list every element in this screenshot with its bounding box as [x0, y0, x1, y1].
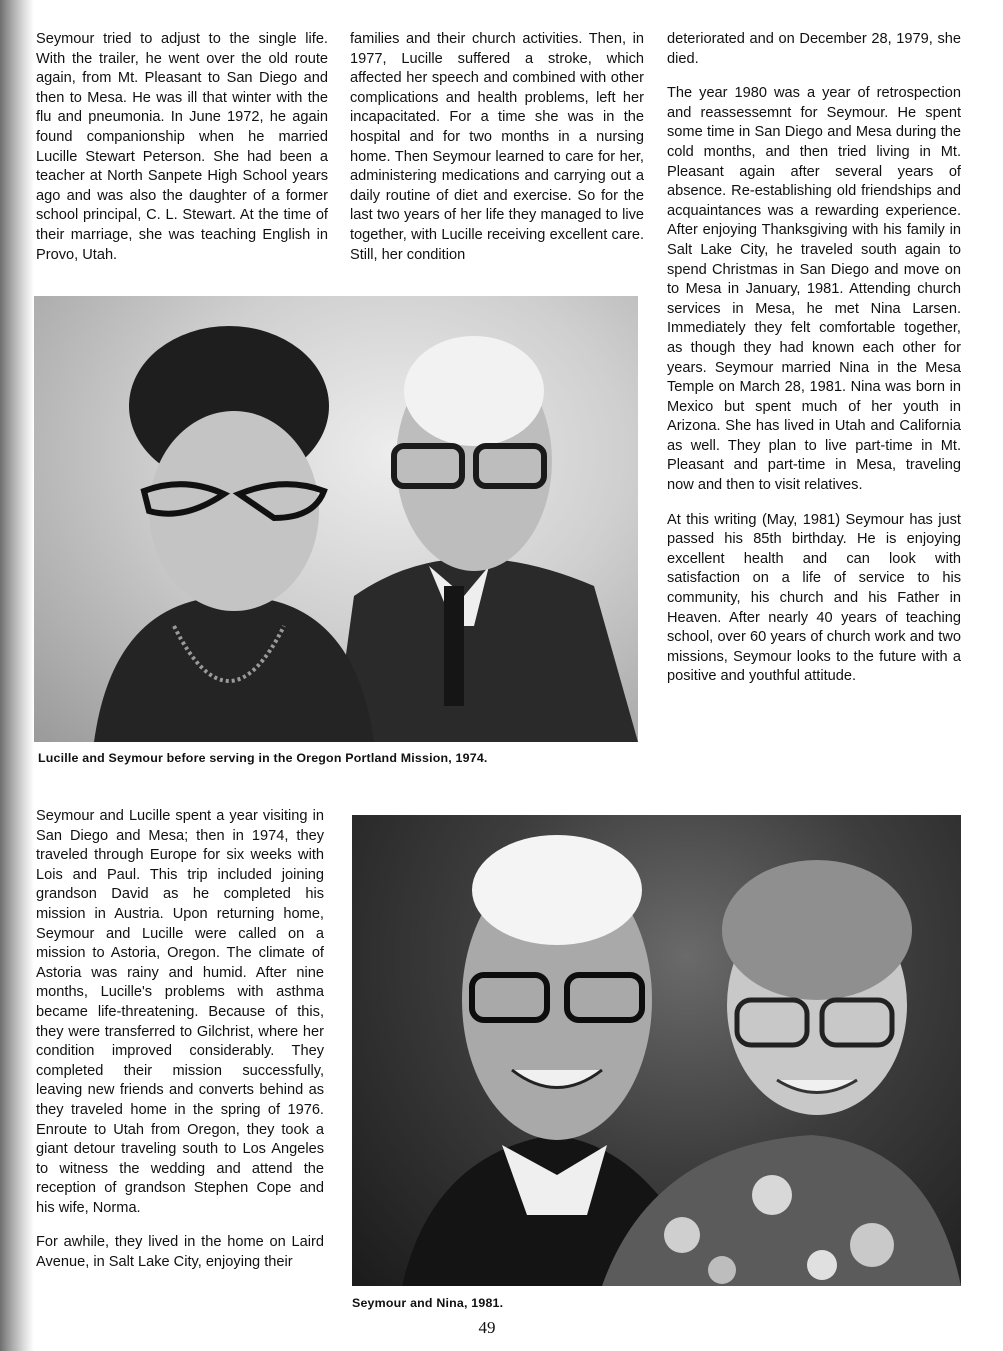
- paragraph: deteriorated and on December 28, 1979, she died.: [667, 31, 961, 67]
- photo-caption-2: Seymour and Nina, 1981.: [352, 1296, 504, 1310]
- paragraph: Seymour and Lucille spent a year visiting in San Diego and Mesa; then in 1974, they traveled through Europe for six weeks with Lois and Paul. This trip included joining grandson David as he completed his mission in Austria. Upon returning home, Seymour and Lucille were called on a mission to Astoria, Oregon. The climate of Astoria was rainy and humid. After nine months, Lucille's problems with asthma became life-threatening. Because of this, they were transferred to Gilchrist, where her condition improved considerably. They completed their mission successfully, leaving new friends and converts behind as they traveled home in the spring of 1976. Enroute to Utah from Oregon, they took a giant detour traveling south to Los Angeles to witness the wedding and attend the reception of grandson Stephen Cope and his wife, Norma.: [36, 808, 324, 1216]
- photo-caption-1: Lucille and Seymour before serving in the Oregon Portland Mission, 1974.: [38, 751, 488, 765]
- text-column-left-bottom: [36, 807, 324, 1273]
- text-column-right: [667, 30, 961, 687]
- portrait-couple-illustration-2: [352, 815, 961, 1286]
- photo-lucille-and-seymour: [34, 296, 638, 742]
- paragraph: For awhile, they lived in the home on Laird Avenue, in Salt Lake City, enjoying their: [36, 1234, 324, 1271]
- paragraph: At this writing (May, 1981) Seymour has just passed his 85th birthday. He is enjoying excellent health and can look with satisfaction on a life of service to his community, his church and his Father in Heaven. After nearly 40 years of teaching school, over 60 years of church work and two missions, Seymour looks to the future with a positive and youthful attitude.: [667, 511, 961, 685]
- paragraph: The year 1980 was a year of retrospection and reassessemnt for Seymour. He spent some time in San Diego and Mesa during the cold months, and then tried living in Mt. Pleasant again after several years of absence. Re-establishing old friendships and acquaintances was a rewarding experience. After enjoying Thanksgiving with his family in Salt Lake City, he traveled south again to spend Christmas in San Diego and move on to Mesa in January, 1981. Attending church services in Mesa, he met Nina Larsen. Immediately they felt comfortable together, as though they had known each other for years. Seymour married Nina in the Mesa Temple on March 28, 1981. Nina was born in Mexico but spent much of her youth in Arizona. She has lived in Utah and California as well. They plan to live part-time in Mt. Pleasant and part-time in Mesa, traveling now and then to visit relatives.: [667, 85, 961, 494]
- page-binding-shadow: [0, 0, 34, 1351]
- text-column-middle-top: [350, 30, 644, 265]
- photo-seymour-and-nina: [352, 815, 961, 1286]
- portrait-couple-illustration: [34, 296, 638, 742]
- paragraph: families and their church activities. Then, in 1977, Lucille suffered a stroke, which affected her speech and combined with other complications and health problems, left her incapacitated. For a time she was in the hospital and for two months in a nursing home. Then Seymour learned to care for her, administering medications and carrying out a daily routine of diet and exercise. So for the last two years of her life they managed to live together, with Lucille receiving excellent care. Still, her condition: [350, 31, 644, 263]
- paragraph: Seymour tried to adjust to the single life. With the trailer, he went over the old route again, from Mt. Pleasant to San Diego and then to Mesa. He was ill that winter with the flu and pneumonia. In June 1972, he again found companionship when he married Lucille Stewart Peterson. She had been a teacher at North Sanpete High School years ago and was also the daughter of a former school principal, C. L. Stewart. At the time of their marriage, she was teaching English in Provo, Utah.: [36, 31, 328, 263]
- text-column-left-top: [36, 30, 328, 265]
- page-number: 49: [478, 1318, 496, 1337]
